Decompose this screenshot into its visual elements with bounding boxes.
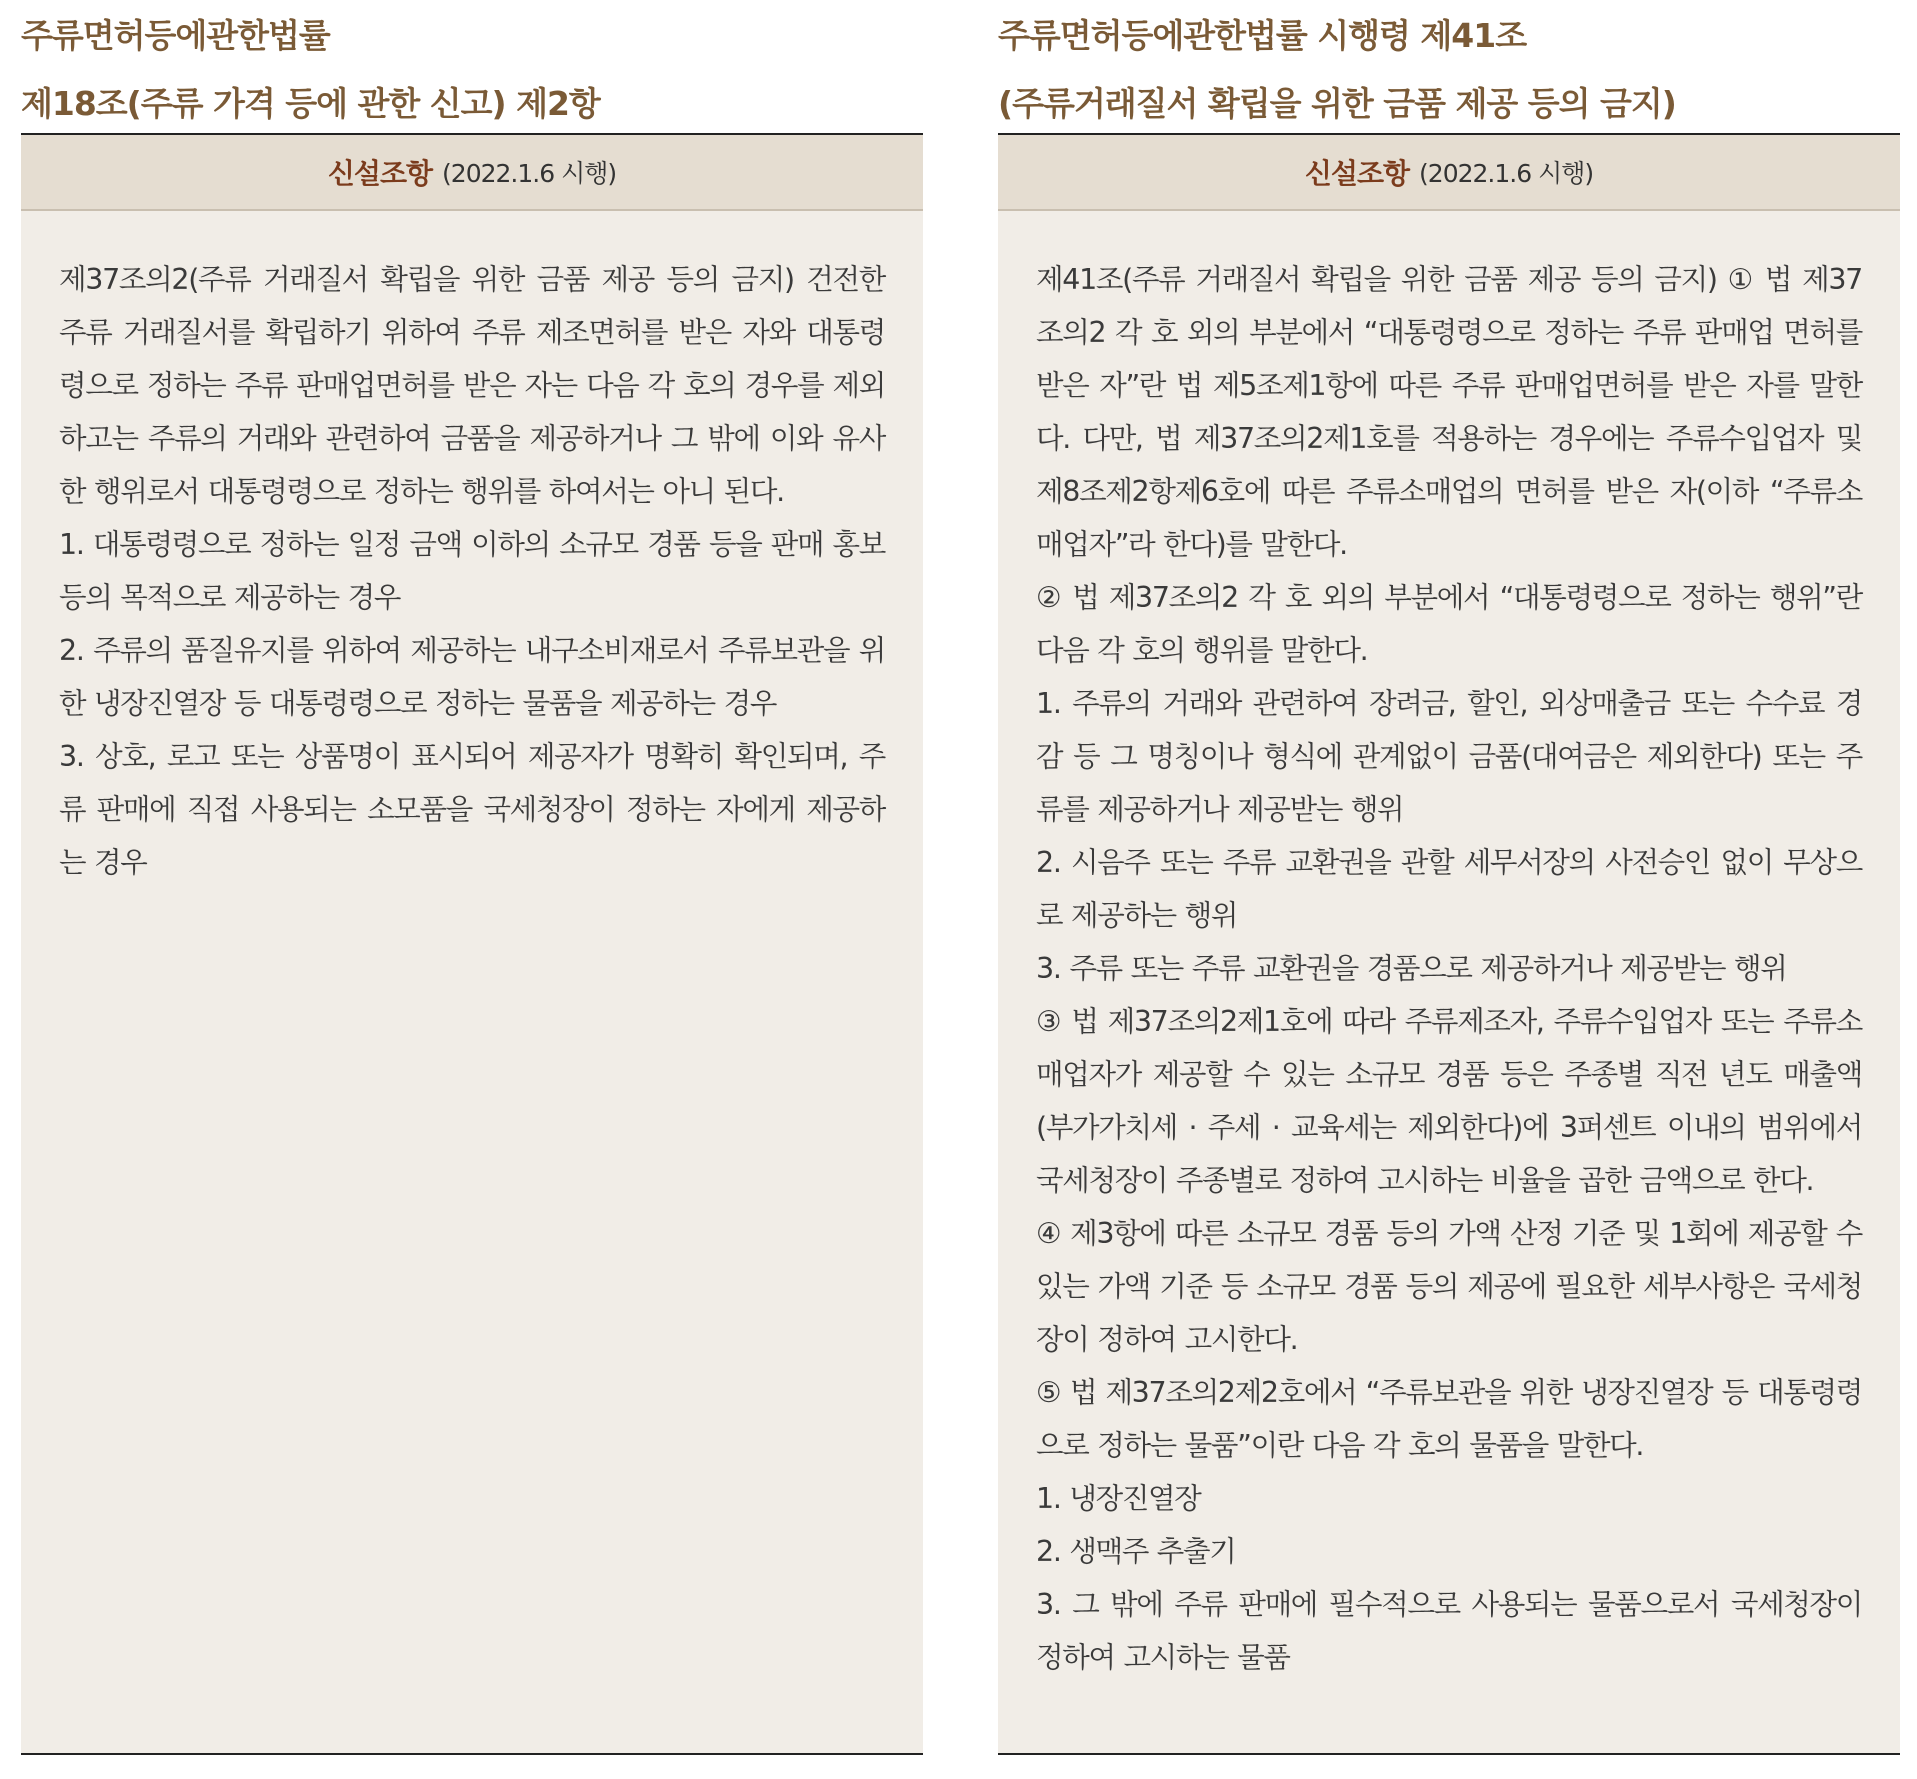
right-column xyxy=(998,0,1900,1674)
right-box-header xyxy=(998,135,1900,211)
right-paragraph: 2. 시음주 또는 주류 교환권을 관할 세무서장의 사전승인 없이 무상으로 제공하는 행위 xyxy=(1036,846,1862,932)
left-article-box xyxy=(21,133,923,1755)
right-paragraph: ③ 법 제37조의2제1호에 따라 주류제조자, 주류수입업자 또는 주류소매업자가 제공할 수 있는 소규모 경품 등은 주종별 직전 년도 매출액(부가가치세 · 주세 · 교육세는 제외한다)에 3퍼센트 이내의 범위에서 국세청장이 주종별로 정하여 고시하는 비율을 곱한 금액으로 한다. xyxy=(1036,1005,1862,1197)
right-title xyxy=(998,2,1900,138)
right-paragraph: ④ 제3항에 따른 소규모 경품 등의 가액 산정 기준 및 1회에 제공할 수 있는 가액 기준 등 소규모 경품 등의 제공에 필요한 세부사항은 국세청장이 정하여 고시한다. xyxy=(1036,1217,1862,1356)
left-new-clause-label: 신설조항 xyxy=(327,157,433,190)
left-article-body xyxy=(21,211,923,889)
left-title xyxy=(21,2,923,138)
right-paragraph: 3. 주류 또는 주류 교환권을 경품으로 제공하거나 제공받는 행위 xyxy=(1036,952,1787,985)
right-title-line1: 주류면허등에관한법률 시행령 제41조 xyxy=(998,16,1527,55)
left-paragraph: 1. 대통령령으로 정하는 일정 금액 이하의 소규모 경품 등을 판매 홍보 등의 목적으로 제공하는 경우 xyxy=(59,528,885,614)
right-new-clause-label: 신설조항 xyxy=(1304,157,1410,190)
right-paragraph: ⑤ 법 제37조의2제2호에서 “주류보관을 위한 냉장진열장 등 대통령령으로 정하는 물품”이란 다음 각 호의 물품을 말한다. xyxy=(1036,1376,1862,1462)
left-title-line1: 주류면허등에관한법률 xyxy=(21,16,330,55)
left-paragraph: 제37조의2(주류 거래질서 확립을 위한 금품 제공 등의 금지) 건전한 주류 거래질서를 확립하기 위하여 주류 제조면허를 받은 자와 대통령령으로 정하는 주류 판매업면허를 받은 자는 다음 각 호의 경우를 제외하고는 주류의 거래와 관련하여 금품을 제공하거나 그 밖에 이와 유사한 행위로서 대통령령으로 정하는 행위를 하여서는 아니 된다. xyxy=(59,263,885,508)
left-box-header xyxy=(21,135,923,211)
left-paragraph: 2. 주류의 품질유지를 위하여 제공하는 내구소비재로서 주류보관을 위한 냉장진열장 등 대통령령으로 정하는 물품을 제공하는 경우 xyxy=(59,634,885,720)
right-paragraph: ② 법 제37조의2 각 호 외의 부분에서 “대통령령으로 정하는 행위”란 다음 각 호의 행위를 말한다. xyxy=(1036,581,1862,667)
right-article-body xyxy=(998,211,1900,1684)
left-paragraph: 3. 상호, 로고 또는 상품명이 표시되어 제공자가 명확히 확인되며, 주류 판매에 직접 사용되는 소모품을 국세청장이 정하는 자에게 제공하는 경우 xyxy=(59,740,885,879)
right-paragraph: 2. 생맥주 추출기 xyxy=(1036,1535,1236,1568)
left-title-line2: 제18조(주류 가격 등에 관한 신고) 제2항 xyxy=(21,84,600,123)
right-title-line2: (주류거래질서 확립을 위한 금품 제공 등의 금지) xyxy=(998,84,1676,123)
right-article-box xyxy=(998,133,1900,1755)
right-paragraph: 제41조(주류 거래질서 확립을 위한 금품 제공 등의 금지) ① 법 제37조의2 각 호 외의 부분에서 “대통령령으로 정하는 주류 판매업 면허를 받은 자”란 법 제5조제1항에 따른 주류 판매업면허를 받은 자를 말한다. 다만, 법 제37조의2제1호를 적용하는 경우에는 주류수입업자 및 제8조제2항제6호에 따른 주류소매업의 면허를 받은 자(이하 “주류소매업자”라 한다)를 말한다. xyxy=(1036,263,1862,561)
right-paragraph: 1. 냉장진열장 xyxy=(1036,1482,1201,1515)
right-paragraph: 3. 그 밖에 주류 판매에 필수적으로 사용되는 물품으로서 국세청장이 정하여 고시하는 물품 xyxy=(1036,1588,1862,1674)
right-paragraph: 1. 주류의 거래와 관련하여 장려금, 할인, 외상매출금 또는 수수료 경감 등 그 명칭이나 형식에 관계없이 금품(대여금은 제외한다) 또는 주류를 제공하거나 제공받는 행위 xyxy=(1036,687,1862,826)
left-effective-date: (2022.1.6 시행) xyxy=(442,159,617,188)
right-effective-date: (2022.1.6 시행) xyxy=(1419,159,1594,188)
left-column xyxy=(21,0,923,879)
